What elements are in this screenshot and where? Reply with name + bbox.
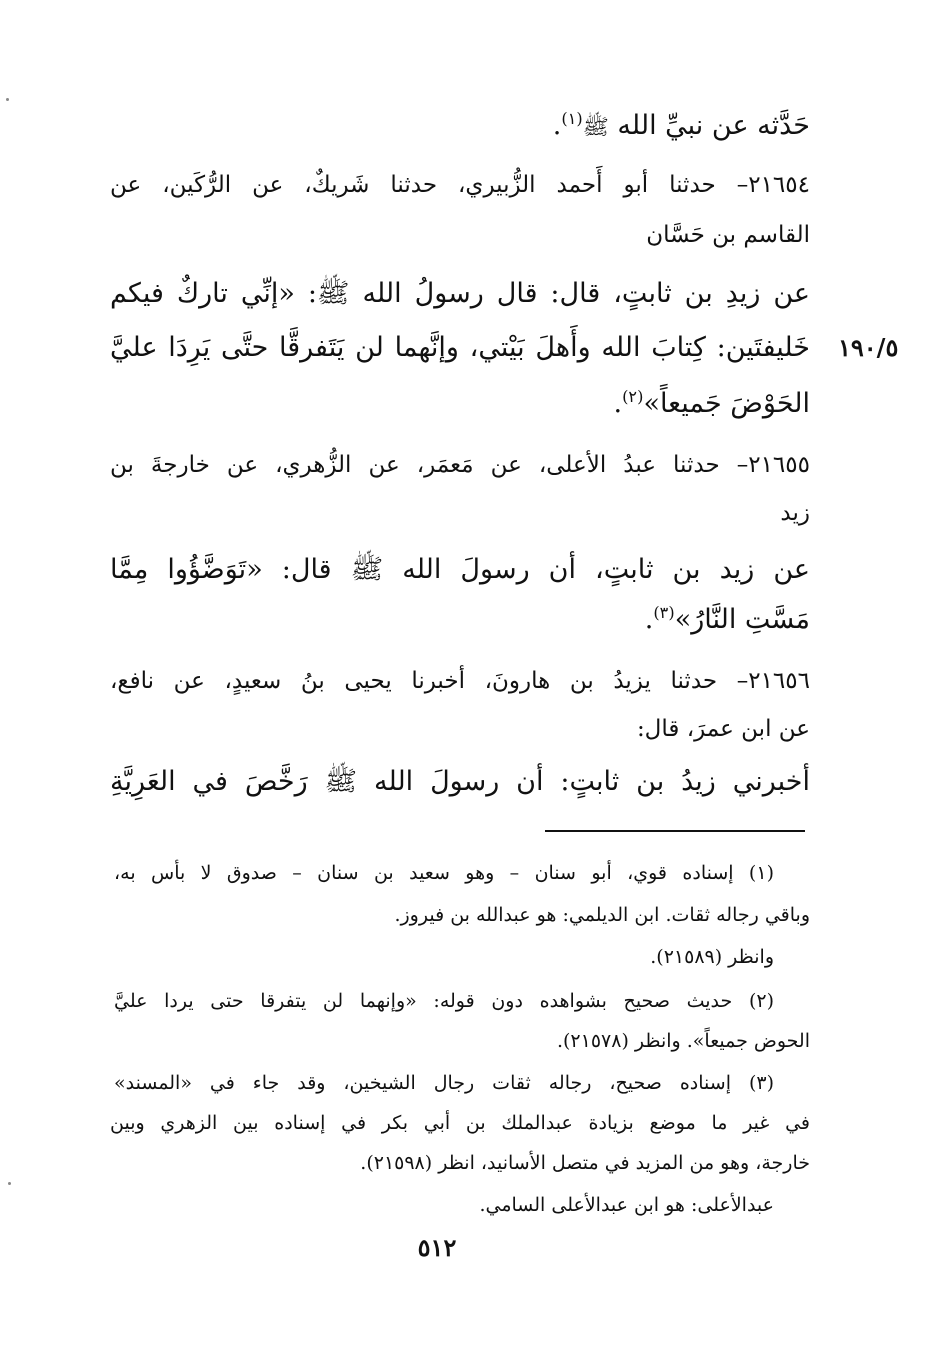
footnote-line: (١) إسناده قوي، أبو سنان – وهو سعيد بن سنان – صدوق لا بأس به، <box>114 862 774 884</box>
isnad-line: ٢١٦٥٤– حدثنا أبو أَحمد الزُّبيري، حدثنا شَريكٌ، عن الرُّكَين، عن <box>110 172 810 198</box>
footnote-line: وباقي رجاله ثقات. ابن الديلمي: هو عبدالله بن فيروز. <box>394 904 810 926</box>
footnote-separator <box>545 830 805 832</box>
body-text: . <box>644 604 654 635</box>
matn-line <box>110 388 810 419</box>
footnote-line: (٢) حديث صحيح بشواهده دون قوله: «وإنهما لن يتفرقا حتى يردا عليَّ <box>114 990 774 1012</box>
matn-line: عن زيد بن ثابتٍ، أن رسولَ الله ﷺ قال: «تَوَضَّؤُوا مِمَّا <box>110 554 810 585</box>
body-text: . <box>613 388 623 419</box>
matn-line: أخبرني زيدُ بن ثابتٍ: أن رسولَ الله ﷺ رَخَّصَ في العَرِيَّةِ <box>110 766 810 797</box>
body-text: مَسَّتِ النَّارُ» <box>674 604 810 635</box>
footnote-ref: (١) <box>561 109 583 128</box>
footnote-line: وانظر (٢١٥٨٩). <box>650 946 774 968</box>
footnote-line: عبدالأعلى: هو ابن عبدالأعلى السامي. <box>479 1194 774 1216</box>
isnad-line: القاسم بن حَسَّان <box>646 222 810 248</box>
margin-reference: ١٩٠/٥ <box>838 333 899 362</box>
salutation-symbol: ﷺ <box>582 115 609 140</box>
body-text: حَدَّثه عن نبيِّ الله <box>617 110 810 141</box>
matn-line: خَليفتَين: كِتابَ الله وأَهلَ بَيْتي، وإنَّهما لن يَتَفرقَّا حتَّى يَرِدَا عليَّ <box>110 332 810 363</box>
body-line <box>390 110 810 145</box>
footnote-ref: (٢) <box>622 387 644 406</box>
footnote-line: خارجة، وهو من المزيد في متصل الأسانيد، انظر (٢١٥٩٨). <box>360 1152 810 1174</box>
isnad-line: عن ابن عمرَ، قال: <box>636 716 810 742</box>
isnad-line: ٢١٦٥٥– حدثنا عبدُ الأعلى، عن مَعمَر، عن الزُّهري، عن خارجةَ بن <box>110 452 810 478</box>
body-text: . <box>552 110 562 141</box>
isnad-line: زيد <box>780 500 810 526</box>
scan-speck <box>8 1182 11 1185</box>
page-number: ٥١٢ <box>417 1233 457 1262</box>
body-text: الحَوْضَ جَميعاً» <box>643 388 810 419</box>
footnote-ref: (٣) <box>653 603 675 622</box>
footnote-line: الحوض جميعاً». وانظر (٢١٥٧٨). <box>556 1030 810 1052</box>
matn-line: عن زيدِ بن ثابتٍ، قال: قال رسولُ الله ﷺ: «إنِّي تاركٌ فيكم <box>110 278 810 309</box>
footnote-line: (٣) إسناده صحيح، رجاله ثقات رجال الشيخين، وقد جاء في «المسند» <box>114 1072 774 1094</box>
footnote-line: في غير ما موضع بزيادة عبدالملك بن أبي بكر في إسناده بين الزهري وبين <box>110 1112 810 1134</box>
scan-speck <box>6 98 9 101</box>
matn-line <box>110 604 810 635</box>
isnad-line: ٢١٦٥٦– حدثنا يزيدُ بن هارونَ، أخبرنا يحيى بنُ سعيدٍ، عن نافع، <box>110 668 810 694</box>
